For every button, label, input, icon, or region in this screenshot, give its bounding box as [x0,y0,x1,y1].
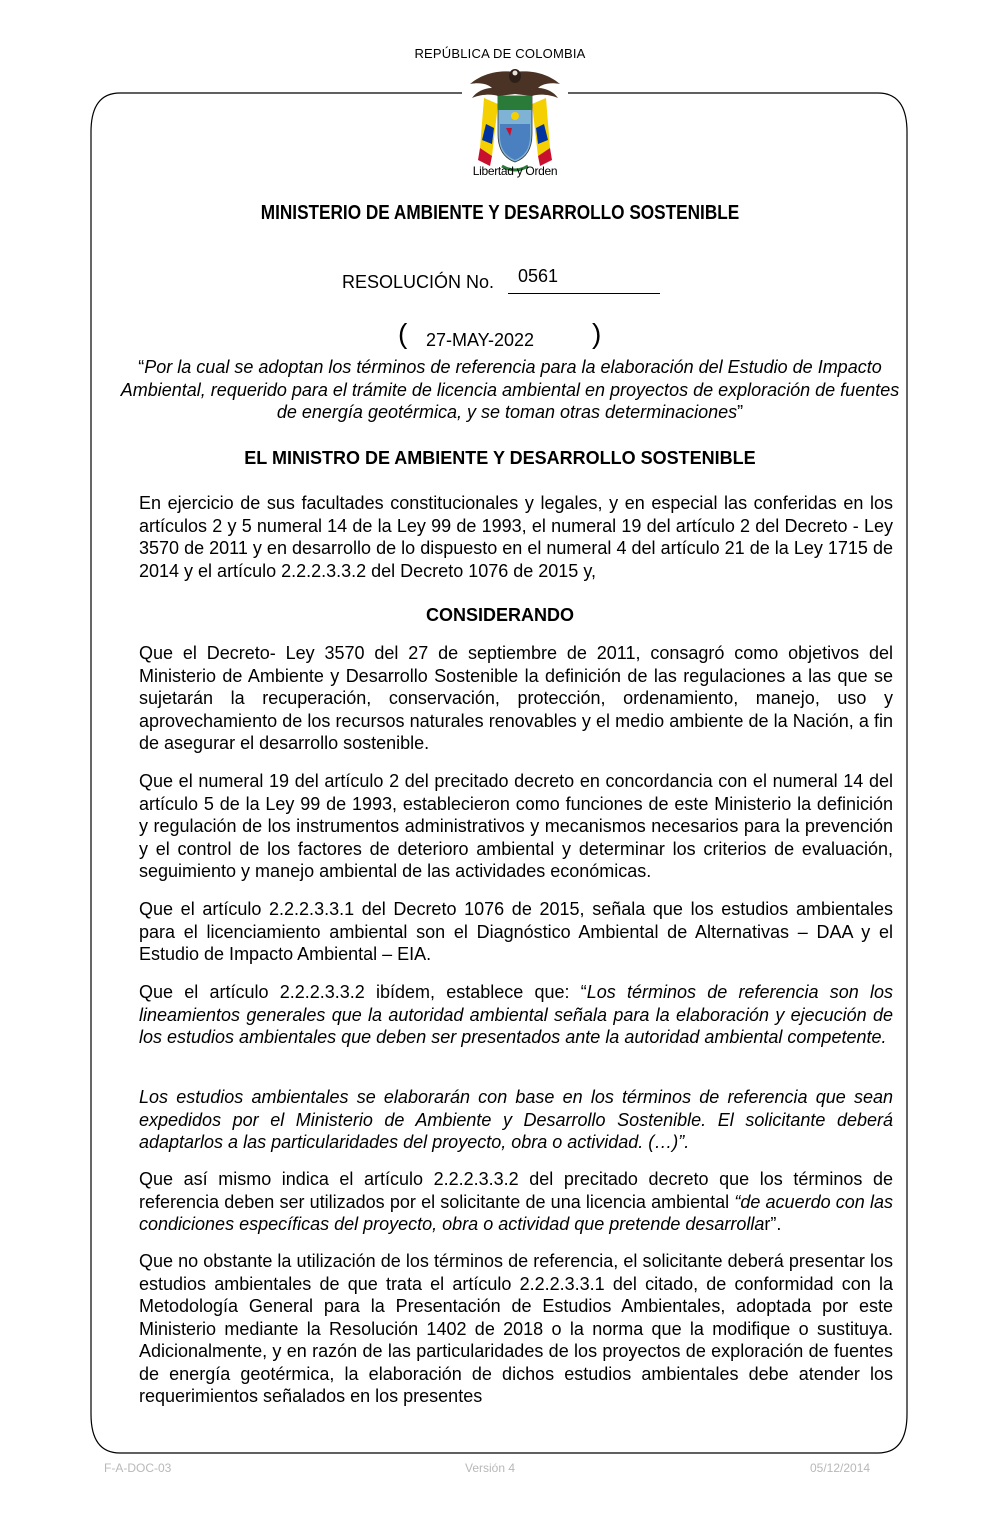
subject-close-quote: ” [737,402,744,422]
p4-quote: Los términos de referencia son los lineamientos generales que la autoridad ambiental señala para la elaboración y ejecución de los estudios ambientales que deben ser presentados ante la autoridad ambiental competente. [139,982,893,1047]
resolution-number-line [342,266,559,293]
footer-version: Versión 4 [465,1461,516,1475]
footer-document-code: F-A-DOC-03 [104,1461,172,1475]
seal-motto: Libertad y Orden [472,164,558,178]
resolution-number: 0561 [518,266,559,286]
considering-paragraph-5: Los estudios ambientales se elaborarán con base en los términos de referencia que sean expedidos por el Ministerio de Ambiente y Desarrollo Sostenible. El solicitante deberá adaptarlos a las particularidades del proyecto, obra o actividad. (…)”. [139,1087,893,1152]
considering-paragraph-3: Que el artículo 2.2.2.3.3.1 del Decreto 1076 de 2015, señala que los estudios ambientales para el licenciamiento ambiental son el Diagnóstico Ambiental de Alternativas – DAA y el Estudio de Impacto Ambiental – EIA. [139,899,893,964]
p6-quote: “de acuerdo con las condiciones específicas del proyecto, obra o actividad que pretende desarrolla [139,1191,893,1234]
subject-open-quote: “ [138,357,145,377]
p6-lead: Que así mismo indica el artículo 2.2.2.3.3.2 del precitado decreto que los términos de referencia deben ser utilizados por el solicitante de una licencia ambiental [139,1169,893,1212]
p6-tail: r”. [764,1214,782,1234]
republic-header: REPÚBLICA DE COLOMBIA [414,46,586,61]
resolution-label: RESOLUCIÓN No. [342,272,495,292]
minister-heading: EL MINISTRO DE AMBIENTE Y DESARROLLO SOSTENIBLE [244,448,756,468]
considering-paragraph-1: Que el Decreto- Ley 3570 del 27 de septiembre de 2011, consagró como objetivos del Ministerio de Ambiente y Desarrollo Sostenible la definición de las regulaciones a las que se sujetarán la recuperación, conservación, protección, ordenamiento, manejo, uso y aprovechamiento de los recursos naturales renovables y el medio ambiente de la Nación, a fin de asegurar el desarrollo sostenible. [139,643,893,753]
resolution-date: 27-MAY-2022 [426,330,535,350]
subject-text: Por la cual se adoptan los términos de referencia para la elaboración del Estudio de Impacto Ambiental, requerido para el trámite de licencia ambiental en proyectos de exploración de fuentes de energía geotérmica, y se toman otras determinaciones [120,357,900,422]
considerando-heading: CONSIDERANDO [425,605,574,625]
date-close-paren: ) [592,318,602,349]
ministry-title: MINISTERIO DE AMBIENTE Y DESARROLLO SOSTENIBLE [260,202,740,224]
p4-lead: Que el artículo 2.2.2.3.3.2 ibídem, establece que: “ [139,982,587,1002]
considering-paragraph-4 [139,981,893,1049]
considering-paragraph-2: Que el numeral 19 del artículo 2 del precitado decreto en concordancia con el numeral 14 del artículo 5 de la Ley 99 de 1993, establecieron como funciones de este Ministerio la definición y regulación de los instrumentos administrativos y mecanismos necesarios para la prevención y el control de los factores de deterioro ambiental y determinar los criterios de evaluación, seguimiento y manejo ambiental de las actividades económicas. [139,771,893,881]
resolution-underline [508,293,660,294]
considering-paragraph-7: Que no obstante la utilización de los términos de referencia, el solicitante deberá presentar los estudios ambientales de que trata el artículo 2.2.2.3.3.1 del citado, de conformidad con la Metodología General para la Presentación de Estudios Ambientales, adoptada por este Ministerio mediante la Resolución 1402 de 2018 o la norma que la modifique o sustituya. Adicionalmente, y en razón de las particularidades de los proyectos de exploración de fuentes de energía geotérmica, la elaboración de dichos estudios ambientales debe atender los requerimientos señalados en los presentes [139,1251,893,1406]
footer-date: 05/12/2014 [810,1461,871,1475]
resolution-subject [120,356,900,424]
intro-paragraph: En ejercicio de sus facultades constitucionales y legales, y en especial las conferidas en los artículos 2 y 5 numeral 14 de la Ley 99 de 1993, el numeral 19 del artículo 2 del Decreto - Ley 3570 de 2011 y en desarrollo de lo dispuesto en el numeral 4 del artículo 21 de la Ley 1715 de 2014 y el artículo 2.2.2.3.3.2 del Decreto 1076 de 2015 y, [139,493,893,581]
considering-paragraph-6 [139,1168,893,1236]
date-open-paren: ( [398,318,408,349]
